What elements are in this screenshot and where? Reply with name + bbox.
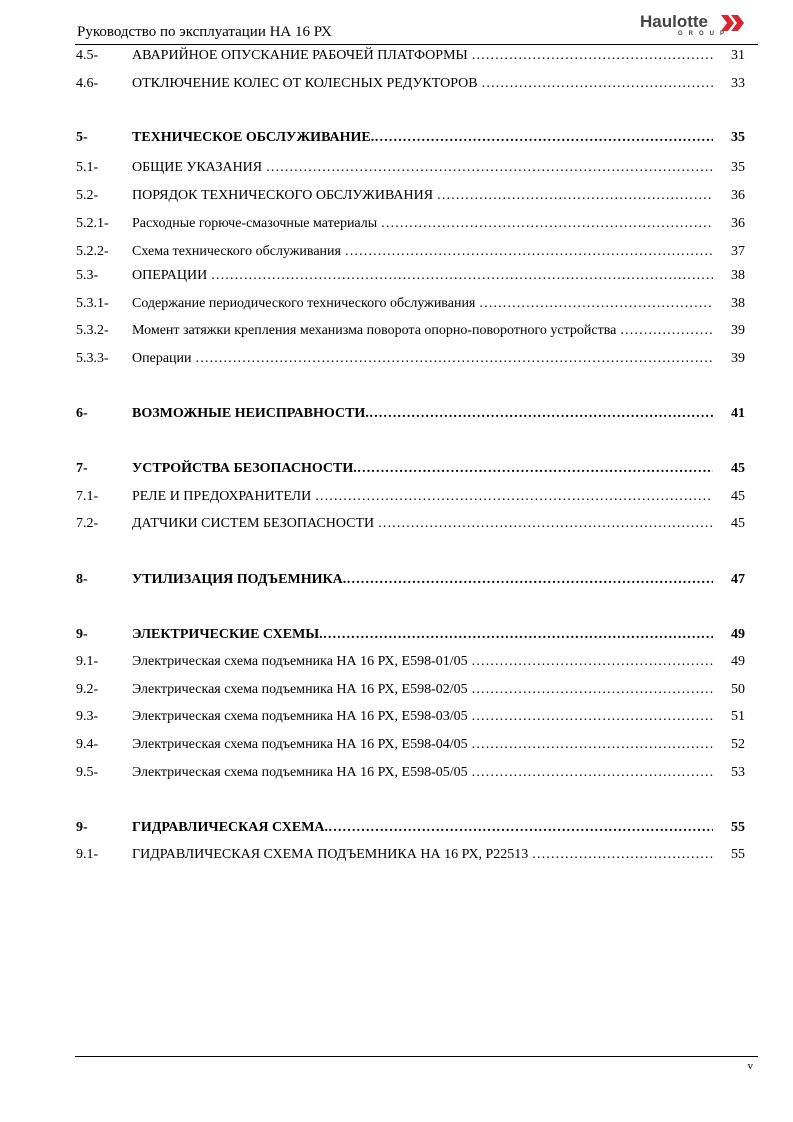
toc-section-entry[interactable] <box>75 570 747 590</box>
toc-section-entry[interactable] <box>75 404 747 424</box>
entry-number: 5.1- <box>76 160 99 175</box>
toc-entry[interactable] <box>75 242 747 262</box>
entry-page: 52 <box>731 737 745 752</box>
entry-number: 9- <box>76 820 88 835</box>
entry-number: 5- <box>76 130 88 145</box>
entry-title: РЕЛЕ И ПРЕДОХРАНИТЕЛИ ……………………………………………………………………………………………………………………………………………………… <box>132 487 713 507</box>
toc-entry[interactable] <box>75 487 747 507</box>
entry-title: Содержание периодического технического обслуживания ……………………………………………………………………………………………………………………………………………………… <box>132 294 713 314</box>
entry-number: 5.2.1- <box>76 216 109 231</box>
entry-page: 37 <box>731 244 745 259</box>
entry-page: 36 <box>731 216 745 231</box>
toc-entry[interactable] <box>75 763 747 783</box>
entry-number: 8- <box>76 572 88 587</box>
toc-entry[interactable] <box>75 266 747 286</box>
footer-page-number: v <box>747 1060 753 1072</box>
entry-title: УСТРОЙСТВА БЕЗОПАСНОСТИ .……………………………………………………………………………………………………………………………………………………… <box>132 459 713 479</box>
logo-text: Haulotte <box>640 12 708 31</box>
toc-section-entry[interactable] <box>75 818 747 838</box>
entry-number: 9- <box>76 627 88 642</box>
entry-page: 45 <box>731 516 745 531</box>
toc-entry[interactable] <box>75 321 747 341</box>
toc-section-entry[interactable] <box>75 128 747 148</box>
entry-number: 5.3.2- <box>76 323 109 338</box>
haulotte-logo <box>614 12 744 42</box>
toc-entry[interactable] <box>75 680 747 700</box>
entry-title: Электрическая схема подъемника НА 16 РХ, Е598-01/05 ……………………………………………………………………………………………………………………………………………………… <box>132 652 713 672</box>
entry-title: АВАРИЙНОЕ ОПУСКАНИЕ РАБОЧЕЙ ПЛАТФОРМЫ ……………………………………………………………………………………………………………………………………………………… <box>132 46 713 66</box>
entry-page: 49 <box>731 627 745 642</box>
entry-page: 39 <box>731 351 745 366</box>
entry-title: ВОЗМОЖНЫЕ НЕИСПРАВНОСТИ .……………………………………………………………………………………………………………………………………………………… <box>132 404 713 424</box>
entry-page: 38 <box>731 268 745 283</box>
entry-number: 9.3- <box>76 709 99 724</box>
toc-entry[interactable] <box>75 349 747 369</box>
toc-entry[interactable] <box>75 652 747 672</box>
entry-number: 9.1- <box>76 654 99 669</box>
entry-page: 35 <box>731 130 745 145</box>
entry-number: 5.2- <box>76 188 99 203</box>
entry-title: Электрическая схема подъемника НА 16 РХ, Е598-02/05 ……………………………………………………………………………………………………………………………………………………… <box>132 680 713 700</box>
entry-number: 5.3.3- <box>76 351 109 366</box>
entry-title: ОТКЛЮЧЕНИЕ КОЛЕС ОТ КОЛЕСНЫХ РЕДУКТОРОВ ……………………………………………………………………………………………………………………………………………………… <box>132 74 713 94</box>
entry-title: Расходные горюче-смазочные материалы ……………………………………………………………………………………………………………………………………………………… <box>132 214 713 234</box>
toc-entry[interactable] <box>75 186 747 206</box>
toc-entry[interactable] <box>75 514 747 534</box>
entry-number: 5.3.1- <box>76 296 109 311</box>
entry-number: 9.1- <box>76 847 99 862</box>
toc-entry[interactable] <box>75 707 747 727</box>
entry-title: Момент затяжки крепления механизма поворота опорно-поворотного устройства ……………………………………………………………………………………………………………………………………………………… <box>132 321 713 341</box>
entry-number: 4.5- <box>76 48 99 63</box>
entry-page: 55 <box>731 820 745 835</box>
entry-page: 45 <box>731 461 745 476</box>
toc-section-entry[interactable] <box>75 459 747 479</box>
entry-page: 49 <box>731 654 745 669</box>
entry-title: УТИЛИЗАЦИЯ ПОДЪЕМНИКА .……………………………………………………………………………………………………………………………………………………… <box>132 570 713 590</box>
toc-entry[interactable] <box>75 845 747 865</box>
entry-number: 9.4- <box>76 737 99 752</box>
entry-page: 35 <box>731 160 745 175</box>
entry-title: Операции ……………………………………………………………………………………………………………………………………………………… <box>132 349 713 369</box>
entry-title: ГИДРАВЛИЧЕСКАЯ СХЕМА .……………………………………………………………………………………………………………………………………………………… <box>132 818 713 838</box>
toc-entry[interactable] <box>75 214 747 234</box>
entry-page: 41 <box>731 406 745 421</box>
entry-page: 31 <box>731 48 745 63</box>
entry-title: ГИДРАВЛИЧЕСКАЯ СХЕМА ПОДЪЕМНИКА НА 16 РХ, Р22513 ……………………………………………………………………………………………………………………………………………………… <box>132 845 713 865</box>
chevron-arrows-icon <box>721 15 751 31</box>
toc-entry[interactable] <box>75 74 747 94</box>
entry-page: 36 <box>731 188 745 203</box>
entry-page: 47 <box>731 572 745 587</box>
entry-page: 55 <box>731 847 745 862</box>
logo-subtext: GROUP <box>678 31 731 37</box>
entry-title: Электрическая схема подъемника НА 16 РХ, Е598-05/05 ……………………………………………………………………………………………………………………………………………………… <box>132 763 713 783</box>
entry-number: 9.2- <box>76 682 99 697</box>
entry-number: 5.2.2- <box>76 244 109 259</box>
entry-page: 51 <box>731 709 745 724</box>
entry-page: 45 <box>731 489 745 504</box>
entry-page: 38 <box>731 296 745 311</box>
toc-entry[interactable] <box>75 294 747 314</box>
entry-title: Электрическая схема подъемника НА 16 РХ, Е598-03/05 ……………………………………………………………………………………………………………………………………………………… <box>132 707 713 727</box>
entry-number: 7.1- <box>76 489 99 504</box>
footer-divider <box>75 1056 758 1057</box>
entry-number: 4.6- <box>76 76 99 91</box>
entry-title: ЭЛЕКТРИЧЕСКИЕ СХЕМЫ .……………………………………………………………………………………………………………………………………………………… <box>132 625 713 645</box>
entry-title: ПОРЯДОК ТЕХНИЧЕСКОГО ОБСЛУЖИВАНИЯ ……………………………………………………………………………………………………………………………………………………… <box>132 186 713 206</box>
entry-page: 39 <box>731 323 745 338</box>
entry-title: Схема технического обслуживания ……………………………………………………………………………………………………………………………………………………… <box>132 242 713 262</box>
entry-title: ОПЕРАЦИИ ……………………………………………………………………………………………………………………………………………………… <box>132 266 713 286</box>
entry-number: 9.5- <box>76 765 99 780</box>
entry-page: 33 <box>731 76 745 91</box>
page-header <box>75 12 758 45</box>
header-title: Руководство по эксплуатации НА 16 РХ <box>77 24 332 40</box>
toc-entry[interactable] <box>75 46 747 66</box>
entry-page: 53 <box>731 765 745 780</box>
toc-section-entry[interactable] <box>75 625 747 645</box>
entry-number: 5.3- <box>76 268 99 283</box>
entry-page: 50 <box>731 682 745 697</box>
toc-entry[interactable] <box>75 735 747 755</box>
entry-title: ОБЩИЕ УКАЗАНИЯ ……………………………………………………………………………………………………………………………………………………… <box>132 158 713 178</box>
toc-entry[interactable] <box>75 158 747 178</box>
entry-number: 7.2- <box>76 516 99 531</box>
entry-title: ДАТЧИКИ СИСТЕМ БЕЗОПАСНОСТИ ……………………………………………………………………………………………………………………………………………………… <box>132 514 713 534</box>
entry-title: Электрическая схема подъемника НА 16 РХ, Е598-04/05 ……………………………………………………………………………………………………………………………………………………… <box>132 735 713 755</box>
entry-number: 6- <box>76 406 88 421</box>
entry-title: ТЕХНИЧЕСКОЕ ОБСЛУЖИВАНИЕ .……………………………………………………………………………………………………………………………………………………… <box>132 128 713 148</box>
entry-number: 7- <box>76 461 88 476</box>
